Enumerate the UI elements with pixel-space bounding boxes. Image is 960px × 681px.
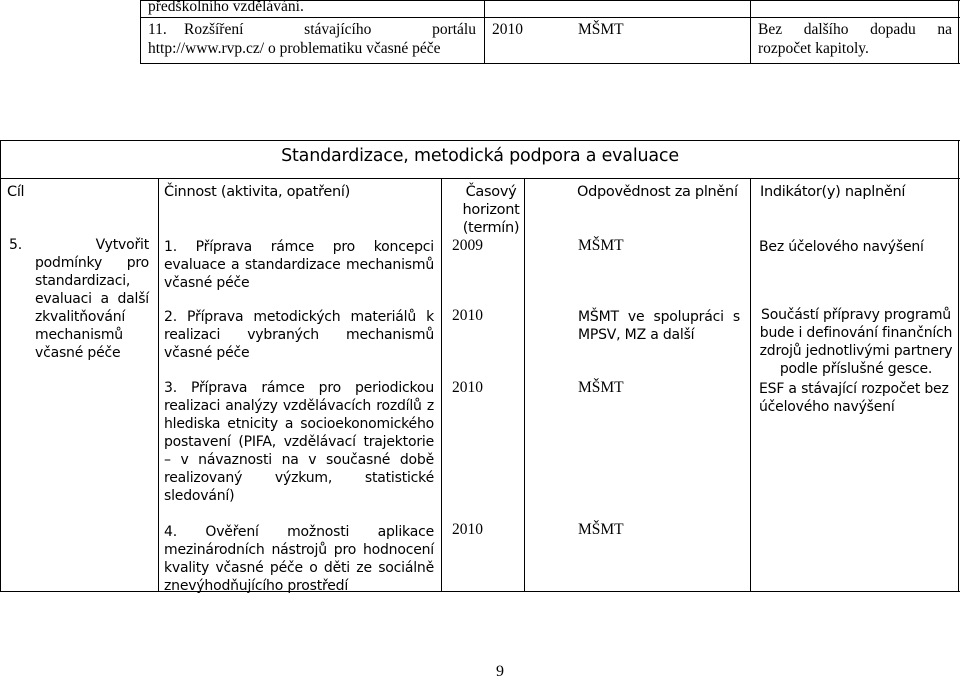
activity-1-text: 1. Příprava rámce pro koncepci evaluace a standardizace mechanismů včasné péče <box>164 239 434 291</box>
activity-4-text: 4. Ověření možnosti aplikace mezinárodních nástrojů pro hodnocení kvality včasné péče o děti ze sociálně znevýhodňujícího prostředí <box>164 524 434 594</box>
row-year: 2010 <box>492 21 523 38</box>
header-responsibility: Odpovědnost za plnění <box>577 184 738 200</box>
activity-1-indicator: Bez účelového navýšení <box>759 239 924 255</box>
header-activity: Činnost (aktivita, opatření) <box>164 184 350 200</box>
row-indicator: Bez dalšího dopadu na rozpočet kapitoly. <box>758 21 952 57</box>
activity-1-responsibility: MŠMT <box>578 237 624 254</box>
row-responsibility: MŠMT <box>578 21 624 38</box>
activity-2-year: 2010 <box>452 307 483 324</box>
goal-text: 5. Vytvořit podmínky pro standardizaci, evaluaci a další zkvalitňování mechanismů včasné péče <box>9 237 149 361</box>
activity-3-year: 2010 <box>452 379 483 396</box>
prev-row-text: předškolního vzdělávání. <box>148 0 304 15</box>
header-goal: Cíl <box>7 184 25 200</box>
activity-3-responsibility: MŠMT <box>578 379 624 396</box>
activity-3-indicator: ESF a stávající rozpočet bez účelového navýšení <box>759 381 949 415</box>
activity-4-responsibility: MŠMT <box>578 521 624 538</box>
activity-2-indicator: Součástí přípravy programů bude i definování finančních zdrojů jednotlivými partnery podle příslušné gesce. <box>759 307 953 377</box>
activity-1-year: 2009 <box>452 237 483 254</box>
activity-2-text: 2. Příprava metodických materiálů k realizaci vybraných mechanismů včasné péče <box>164 309 434 361</box>
section-title: Standardizace, metodická podpora a evaluace <box>281 146 679 166</box>
activity-2-responsibility: MŠMT ve spolupráci s MPSV, MZ a další <box>578 309 740 343</box>
header-time: Časový horizont (termín) <box>462 184 520 236</box>
header-indicator: Indikátor(y) naplnění <box>760 184 906 200</box>
row-number: 11. <box>148 21 167 38</box>
page-number: 9 <box>496 663 504 680</box>
activity-4-year: 2010 <box>452 521 483 538</box>
activity-3-text: 3. Příprava rámce pro periodickou realizaci analýzy vzdělávacích rozdílů z hlediska etnicity a socioekonomického postavení (PIFA, vzdělávací trajektorie – v návaznosti na v současné době realizovaný výzkum, statistické sledování) <box>164 380 434 504</box>
row-activity: Rozšíření stávajícího portálu http://www.rvp.cz/ o problematiku včasné péče <box>148 21 476 57</box>
